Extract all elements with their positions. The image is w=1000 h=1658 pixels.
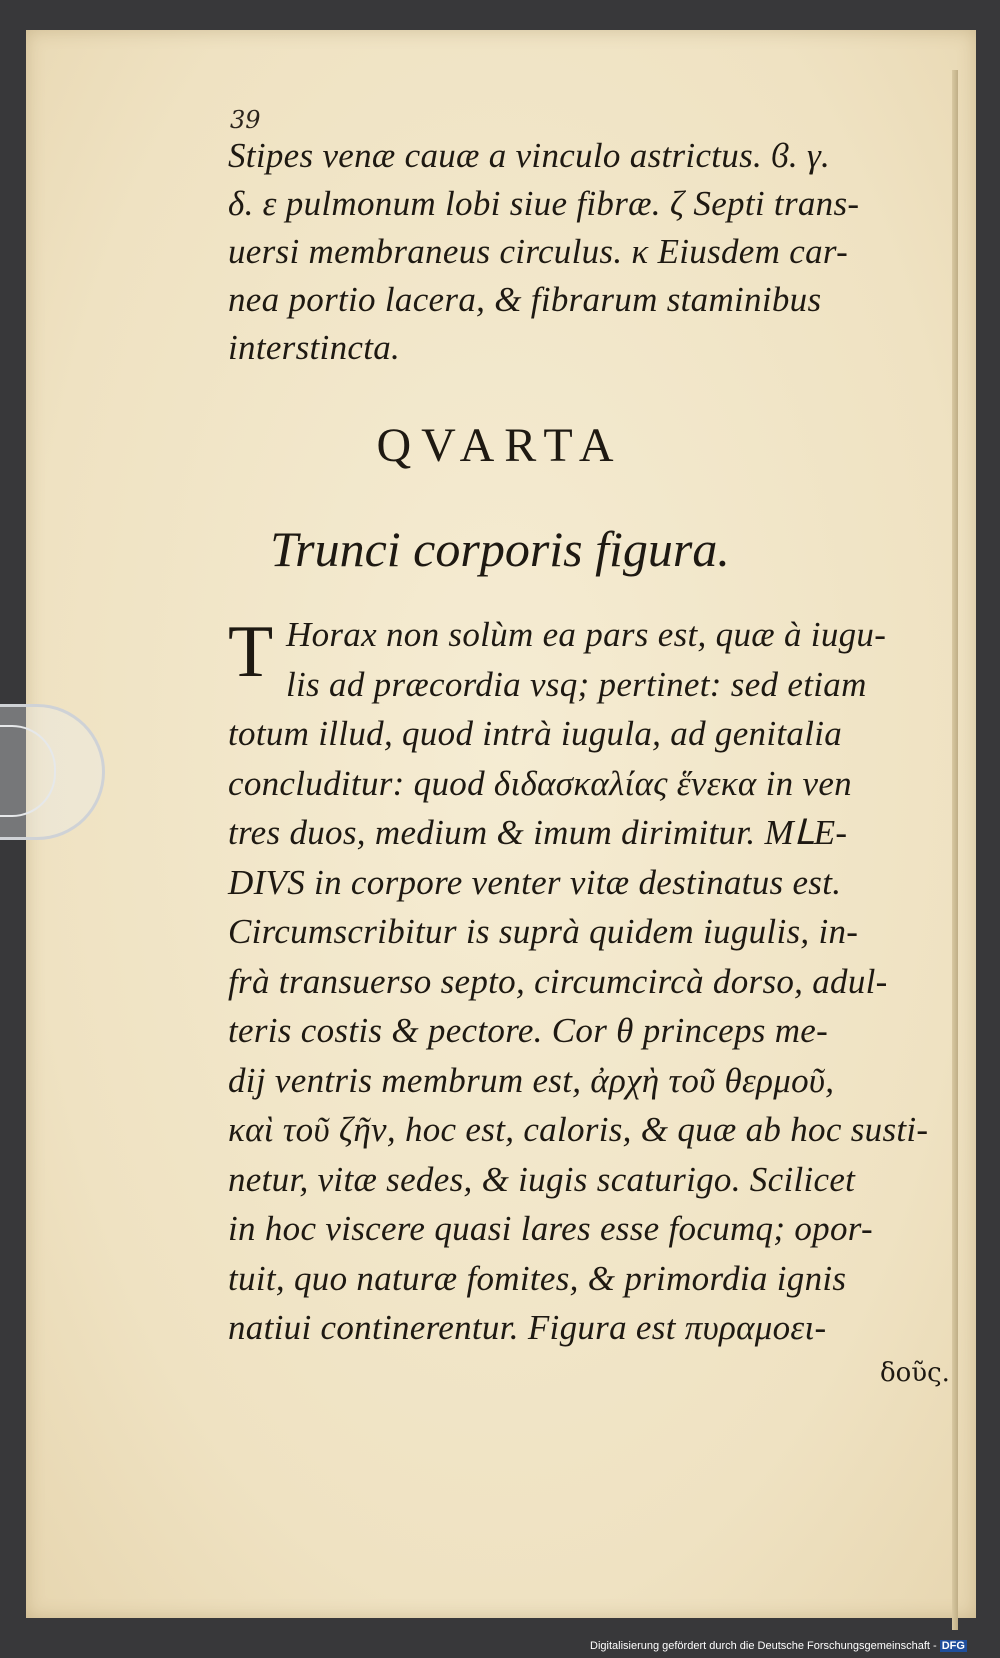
dfg-logo: DFG: [941, 1640, 965, 1652]
text-line: Horax non solùm ea pars est, quæ à iugu-: [286, 615, 887, 654]
page-clip-inner: [0, 725, 56, 817]
text-line: natiui continerentur. Figura est πυραμοει-: [228, 1308, 827, 1347]
text-line: tres duos, medium & imum dirimitur. MⅬE-: [228, 813, 848, 852]
page-number: 39: [230, 106, 261, 134]
text-line: καὶ τοῦ ζῆν, hoc est, caloris, & quæ ab hoc susti-: [228, 1110, 929, 1149]
top-paragraph: [228, 132, 928, 372]
text-line: Circumscribitur is suprà quidem iugulis, in-: [228, 912, 859, 951]
text-line: in hoc viscere quasi lares esse focumq; opor-: [228, 1209, 873, 1248]
text-line: interstincta.: [228, 328, 401, 367]
text-line: Stipes venæ cauæ a vinculo astrictus. ϐ. γ.: [228, 136, 831, 175]
text-line: netur, vitæ sedes, & iugis scaturigo. Scilicet: [228, 1159, 856, 1199]
text-line: uersi membraneus circulus. κ Eiusdem car-: [228, 232, 849, 271]
text-line: frà transuerso septo, circumcircà dorso, adul-: [228, 961, 888, 1001]
text-line: teris costis & pectore. Cor θ princeps me-: [228, 1011, 829, 1050]
page-edge: [952, 70, 958, 1630]
text-line: lis ad præcordia vsq; pertinet: sed etiam: [286, 664, 867, 704]
body-paragraph: [228, 610, 928, 1353]
text-line: DIVS in corpore venter vitæ destinatus est.: [228, 862, 842, 902]
text-line: δ. ε pulmonum lobi siue fibræ. ζ Septi trans-: [228, 184, 860, 223]
digitization-credit: [590, 1640, 967, 1652]
drop-capital: T: [228, 611, 274, 693]
text-line: dij ventris membrum est, ἀρχὴ τοῦ θερμοῦ,: [228, 1060, 835, 1100]
section-subheading: Trunci corporis figura.: [270, 521, 730, 577]
text-line: concluditur: quod διδασκαλίας ἕνεκα in ven: [228, 763, 852, 803]
text-line: tuit, quo naturæ fomites, & primordia ignis: [228, 1258, 847, 1298]
section-heading: QVARTA: [376, 419, 624, 472]
text-line: nea portio lacera, & fibrarum staminibus: [228, 280, 822, 319]
credit-text: Digitalisierung gefördert durch die Deutsche Forschungsgemeinschaft -: [590, 1640, 940, 1652]
text-line: totum illud, quod intrà iugula, ad genitalia: [228, 714, 843, 753]
catchword: δοῦς.: [880, 1358, 950, 1388]
